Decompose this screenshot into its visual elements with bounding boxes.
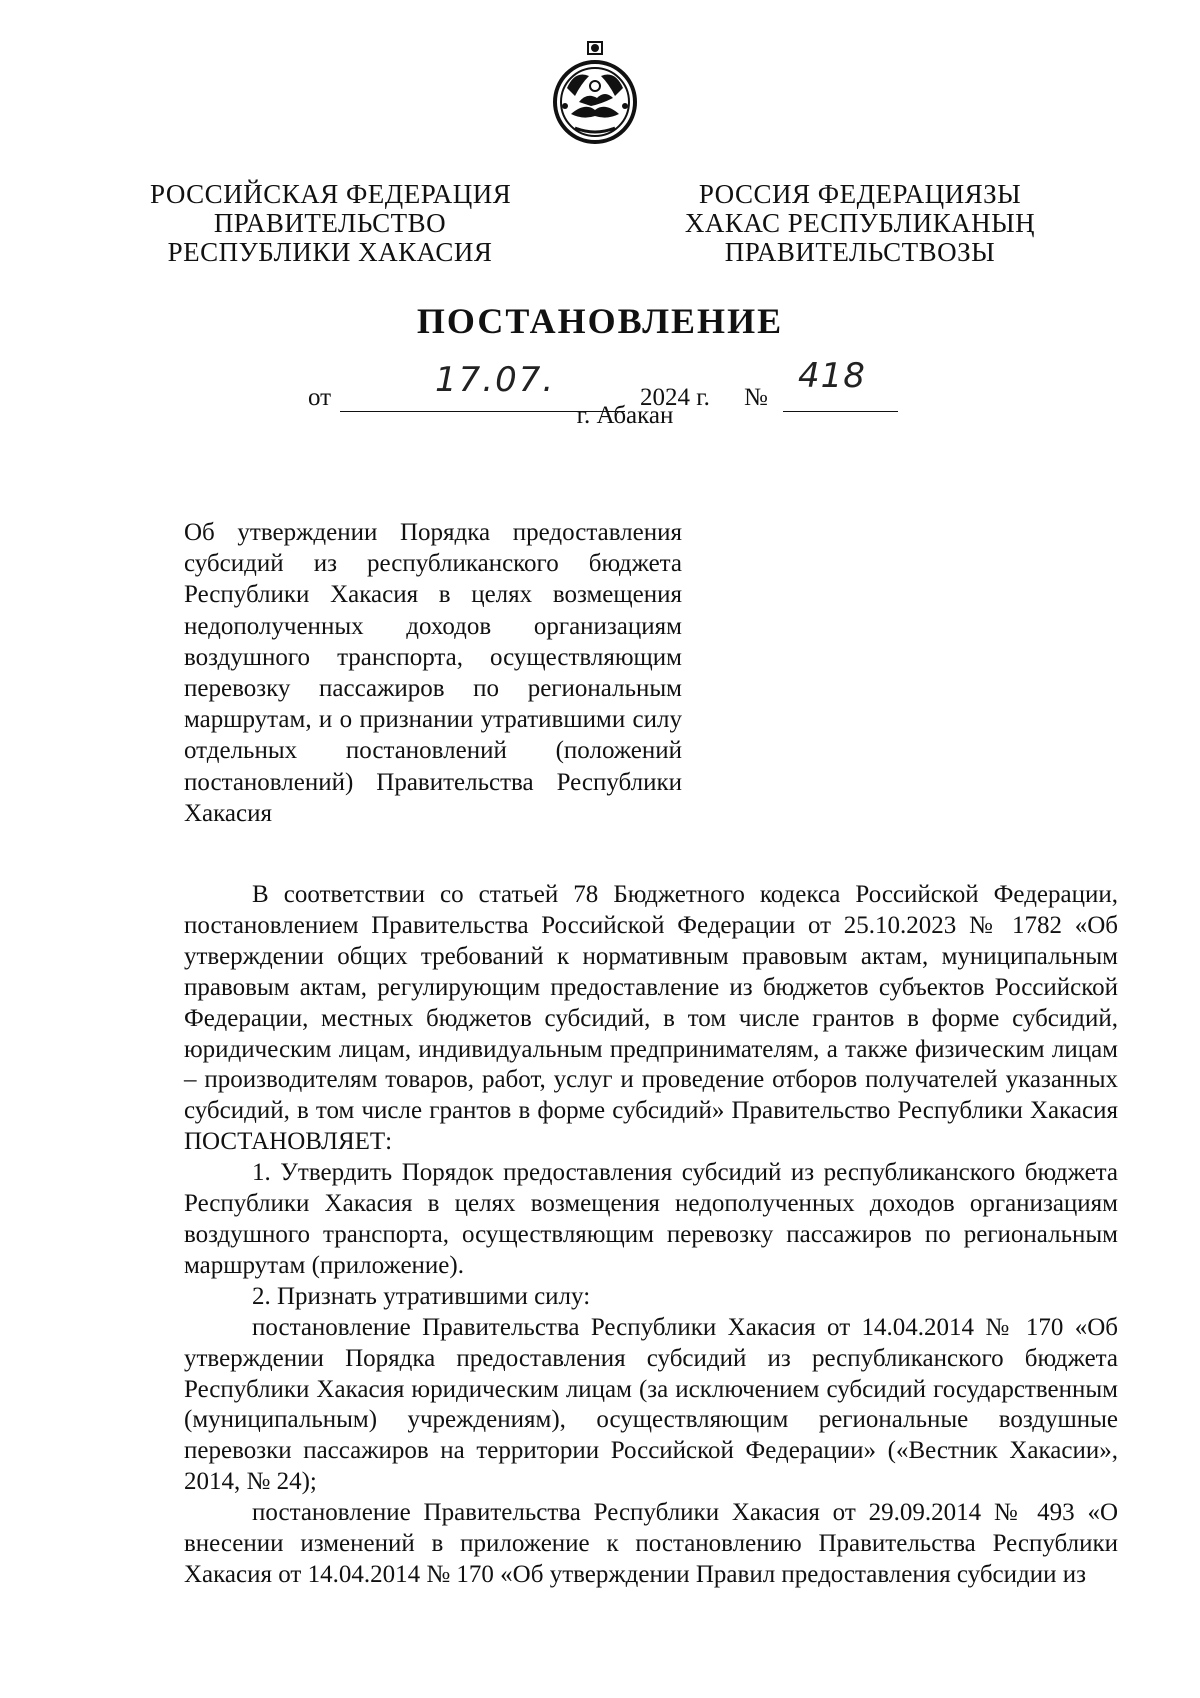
paragraph: постановление Правительства Республики Хакасия от 29.09.2014 № 493 «О внесении изменений в приложение к постановлению Правительства Республики Хакасия от 14.04.2014 № 170 «Об утверждении Правил предоставления субсидии из: [184, 1499, 1118, 1588]
paragraph: 1. Утвердить Порядок предоставления субсидий из республиканского бюджета Республики Хакасия в целях возмещения недополученных доходов организациям воздушного транспорта, осуществляющим перевозку пассажиров по региональным маршрутам (приложение).: [184, 1159, 1118, 1279]
coat-of-arms-icon: [545, 40, 645, 144]
city: г. Абакан: [576, 402, 674, 429]
document-body: [184, 880, 1118, 1591]
header-right: [670, 180, 1050, 267]
paragraph: постановление Правительства Республики Хакасия от 14.04.2014 № 170 «Об утверждении Порядка предоставления субсидий из республиканского бюджета Республики Хакасия юридическим лицам (за исключением субсидий государственным (муниципальным) учреждениям), осуществляющим региональные воздушные перевозки пассажиров на территории Российской Федерации» («Вестник Хакасии», 2014, № 24);: [184, 1313, 1118, 1496]
document-type: ПОСТАНОВЛЕНИЕ: [416, 301, 784, 341]
date-prefix: от: [308, 384, 332, 411]
document-year: 2024 г.: [640, 384, 710, 411]
header-left-line: РОССИЙСКАЯ ФЕДЕРАЦИЯ: [150, 179, 512, 209]
handwritten-number: 418: [798, 356, 866, 396]
header-right-line: РОССИЯ ФЕДЕРАЦИЯЗЫ: [698, 179, 1022, 209]
number-prefix: №: [744, 384, 768, 411]
paragraph: В соответствии со статьей 78 Бюджетного кодекса Российской Федерации, постановлением Правительства Российской Федерации от 25.10.2023 № 1782 «Об утверждении общих требований к нормативным правовым актам, муниципальным правовым актам, регулирующим предоставление из бюджетов субъектов Российской Федерации, местных бюджетов субсидий, в том числе грантов в форме субсидий, юридическим лицам, индивидуальным предпринимателям, а также физическим лицам – производителям товаров, работ, услуг и проведение отборов получателей указанных субсидий, в том числе грантов в форме субсидий» Правительство Республики Хакасия ПОСТАНОВЛЯЕТ:: [184, 881, 1118, 1156]
handwritten-date: 17.07.: [435, 360, 556, 400]
header-right-line: ХАКАС РЕСПУБЛИКАНЫҢ: [684, 208, 1036, 238]
header-left: [150, 180, 510, 267]
header-left-line: РЕСПУБЛИКИ ХАКАСИЯ: [167, 237, 493, 267]
header-left-line: ПРАВИТЕЛЬСТВО: [213, 208, 447, 238]
paragraph: 2. Признать утратившими силу:: [252, 1282, 591, 1310]
document-title: Об утверждении Порядка предоставления субсидий из республиканского бюджета Республики Хакасия в целях возмещения недополученных доходов организациям воздушного транспорта, осуществляющим перевозку пассажиров по региональным маршрутам, и о признании утратившими силу отдельных постановлений (положений постановлений) Правительства Республики Хакасия: [184, 519, 682, 827]
header-right-line: ПРАВИТЕЛЬСТВОЗЫ: [724, 237, 996, 267]
